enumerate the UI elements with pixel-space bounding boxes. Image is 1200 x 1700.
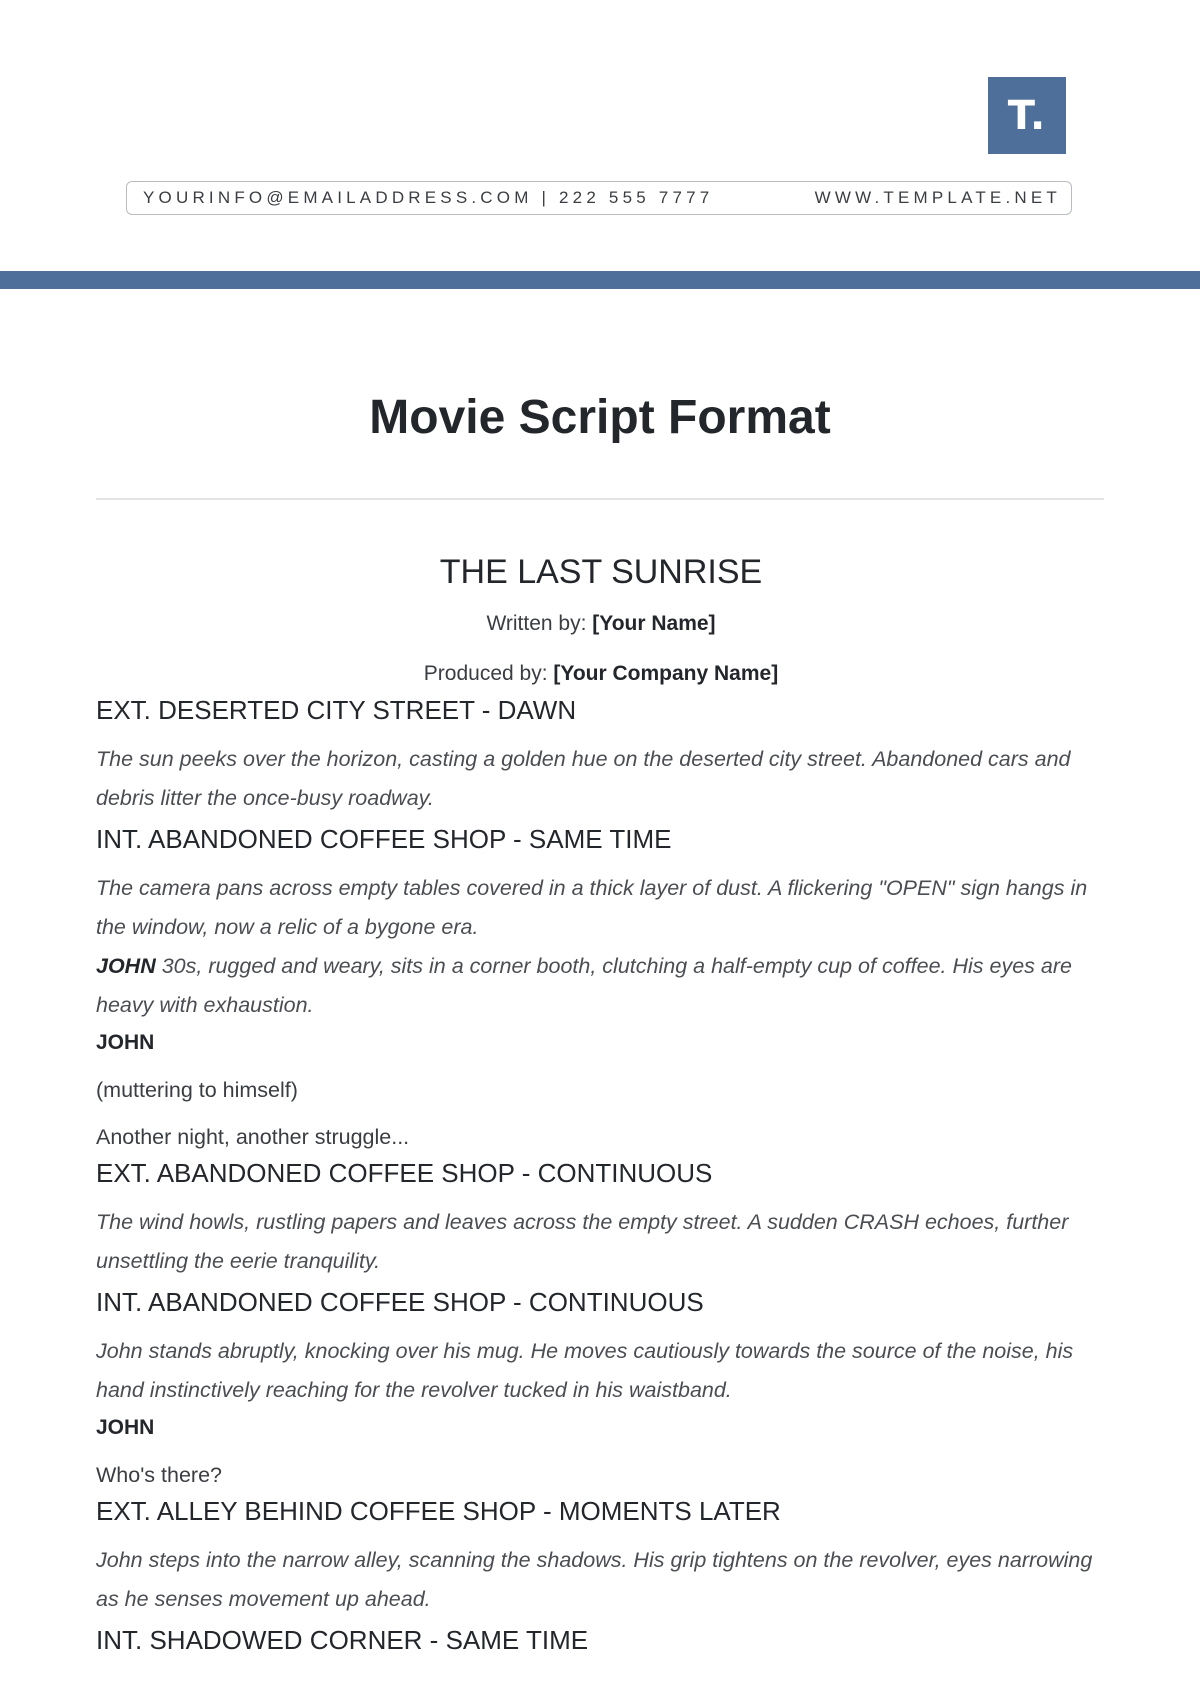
scene-heading: INT. ABANDONED COFFEE SHOP - CONTINUOUS bbox=[96, 1287, 704, 1317]
character-intro-name: JOHN bbox=[96, 954, 156, 978]
written-by-value: [Your Name] bbox=[592, 612, 716, 635]
parenthetical: (muttering to himself) bbox=[96, 1078, 298, 1102]
dialogue: Another night, another struggle... bbox=[96, 1125, 410, 1149]
header-band bbox=[0, 271, 1200, 289]
produced-by-label: Produced by: bbox=[423, 662, 554, 685]
character-name: JOHN bbox=[96, 1031, 155, 1054]
action-text: John stands abruptly, knocking over his mug. He moves cautiously towards the source of the noise, his hand instinctively reaching for the revolver tucked in his waistband. bbox=[96, 1339, 1074, 1402]
contact-info: YOURINFO@EMAILADDRESS.COM | 222 555 7777 bbox=[143, 188, 714, 207]
company-logo: T. bbox=[988, 77, 1066, 154]
produced-by bbox=[96, 659, 1106, 689]
written-by-label: Written by: bbox=[486, 612, 593, 635]
website-link[interactable]: WWW.TEMPLATE.NET bbox=[814, 188, 1061, 207]
character-intro bbox=[96, 947, 1106, 1025]
page-title: Movie Script Format bbox=[369, 391, 831, 444]
scene-heading: INT. SHADOWED CORNER - SAME TIME bbox=[96, 1625, 589, 1655]
character-intro-text: 30s, rugged and weary, sits in a corner booth, clutching a half-empty cup of coffee. His eyes are heavy with exhaustion. bbox=[96, 954, 1072, 1017]
dialogue: Who's there? bbox=[96, 1463, 222, 1487]
scene-heading: EXT. ALLEY BEHIND COFFEE SHOP - MOMENTS LATER bbox=[96, 1496, 781, 1526]
script-title: THE LAST SUNRISE bbox=[439, 553, 763, 591]
action-text: The wind howls, rustling papers and leaves across the empty street. A sudden CRASH echoes, further unsettling the eerie tranquility. bbox=[96, 1210, 1069, 1273]
script-body bbox=[96, 548, 1106, 1658]
action-text: The camera pans across empty tables covered in a thick layer of dust. A flickering "OPEN" sign hangs in the window, now a relic of a bygone era. bbox=[96, 876, 1088, 939]
character-name: JOHN bbox=[96, 1416, 155, 1439]
action-text: The sun peeks over the horizon, casting a golden hue on the deserted city street. Abandoned cars and debris litter the once-busy roadway. bbox=[96, 747, 1071, 810]
scene-heading: INT. ABANDONED COFFEE SHOP - SAME TIME bbox=[96, 824, 672, 854]
contact-bar bbox=[126, 181, 1072, 215]
title-divider bbox=[96, 498, 1104, 500]
action-text: John steps into the narrow alley, scanning the shadows. His grip tightens on the revolver, eyes narrowing as he senses movement up ahead. bbox=[96, 1548, 1093, 1611]
produced-by-value: [Your Company Name] bbox=[553, 662, 779, 685]
written-by bbox=[96, 609, 1106, 639]
scene-heading: EXT. DESERTED CITY STREET - DAWN bbox=[96, 695, 577, 725]
scene-heading: EXT. ABANDONED COFFEE SHOP - CONTINUOUS bbox=[96, 1158, 713, 1188]
